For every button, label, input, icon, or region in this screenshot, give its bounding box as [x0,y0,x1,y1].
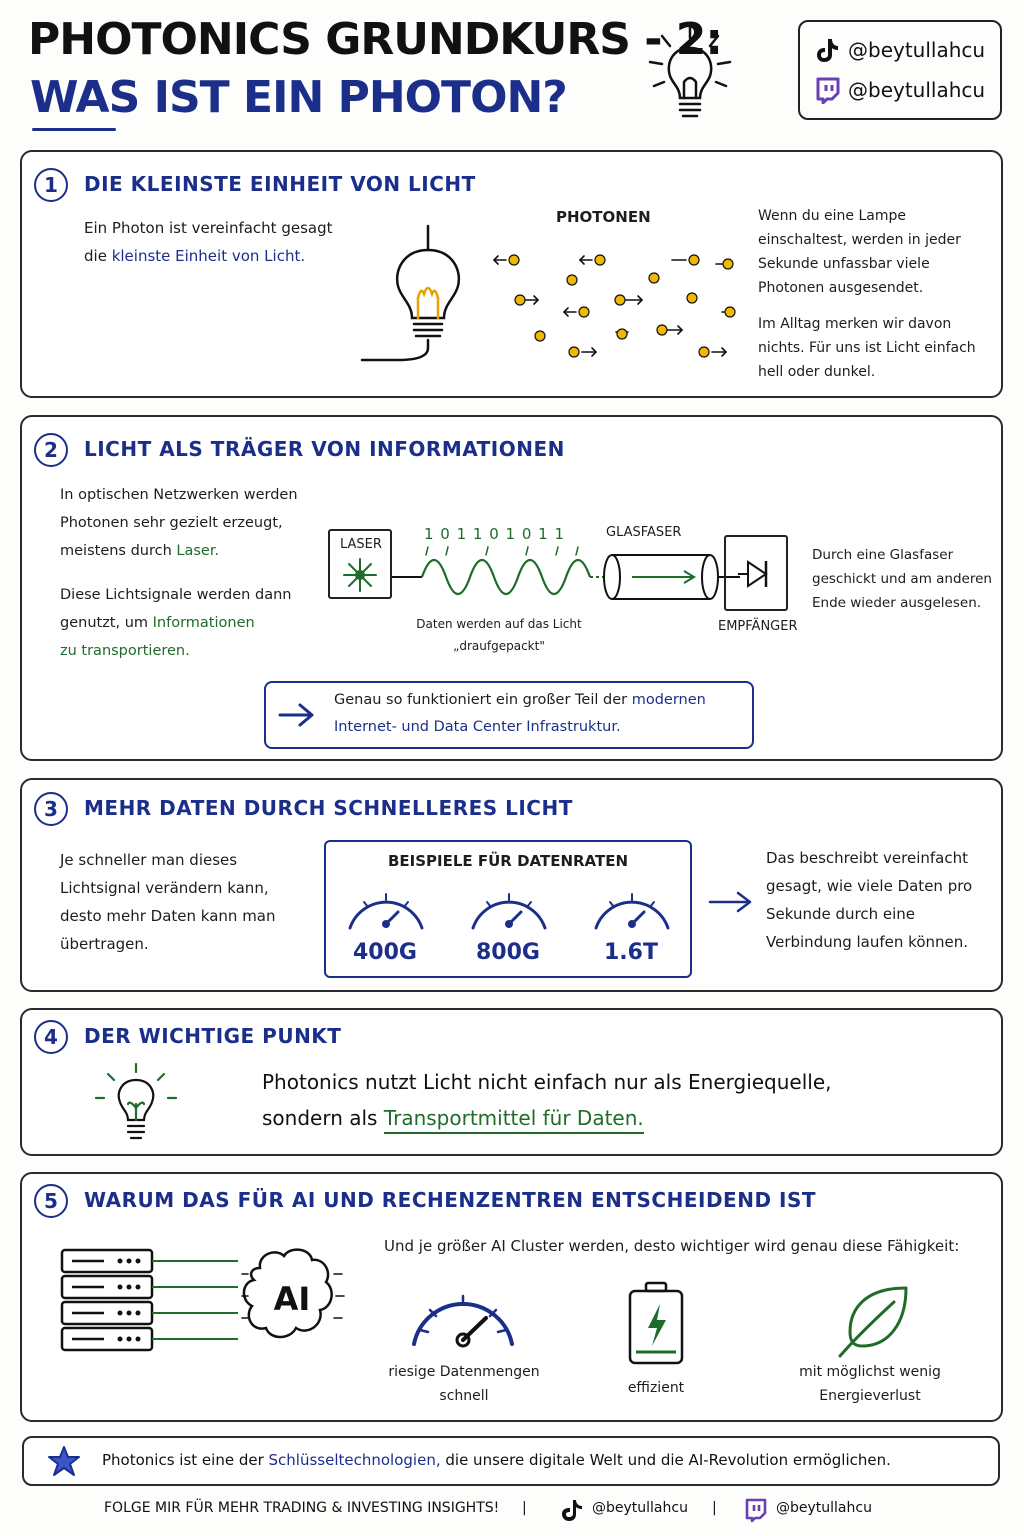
lightbulb-icon [640,20,740,130]
s1-left-text [84,214,384,270]
s2-para2-line2 [60,609,330,637]
s1-right-text: Wenn du eine Lampe einschaltest, werden in jeder Sekunde unfassbar viele Photonen ausgesendet. [758,208,961,296]
section-1 [20,150,1003,398]
gauge-value-1: 400G [353,940,417,965]
section-2 [20,415,1003,761]
s4-line1: Photonics nutzt Licht nicht einfach nur als Energiequelle, [262,1070,832,1094]
section-4 [20,1008,1003,1156]
section-3-title: MEHR DATEN DURCH SCHNELLERES LICHT [84,796,573,820]
photonen-label: PHOTONEN [556,208,651,226]
s2-info-highlight1: Informationen [152,615,255,631]
summary-text-start: Photonics ist eine der [102,1451,264,1469]
item1-line2: schnell [439,1388,489,1404]
s4-highlight: Transportmittel für Daten. [384,1106,644,1134]
empfaenger-label: EMPFÄNGER [718,619,798,634]
s3-left-text: Je schneller man dieses Lichtsignal verändern kann, desto mehr Daten kann man übertragen. [60,851,276,953]
leaf-icon [836,1284,916,1358]
social-tiktok-handle: @beytullahcu [848,38,986,62]
s2-info-highlight-b: Internet- und Data Center Infrastruktur. [334,719,621,735]
s1-left-line2 [84,242,384,270]
gauge-value-3: 1.6T [604,940,658,965]
page-title-line2: WAS IST EIN PHOTON? [30,72,567,123]
social-twitch-handle: @beytullahcu [848,78,986,102]
summary-text [102,1451,891,1469]
caption-line2: „draufgepackt" [453,639,545,653]
social-box [798,20,1002,120]
s2-right-text: Durch eine Glasfaser geschickt und am anderen Ende wieder ausgelesen. [812,547,992,611]
laser-label: LASER [340,537,382,552]
footer-twitch-handle[interactable]: @beytullahcu [776,1500,872,1516]
section-5-number: 5 [34,1184,68,1218]
title-underline [32,128,116,131]
gauge-icons [344,880,674,936]
footer-separator-1: | [522,1500,527,1516]
battery-icon [626,1280,686,1366]
section-2-number: 2 [34,433,68,467]
section-3-number: 3 [34,792,68,826]
item3-line1: mit möglichst wenig [799,1364,941,1380]
s4-line2 [262,1100,644,1136]
gauge-value-2: 800G [476,940,540,965]
s2-info-line1 [334,687,744,714]
footer-tiktok-handle[interactable]: @beytullahcu [592,1500,688,1516]
s2-para1-line1: In optischen Netzwerken werden [60,487,298,503]
item2-label: effizient [627,1380,685,1396]
footer-separator-2: | [712,1500,717,1516]
s1-left-line1: Ein Photon ist vereinfacht gesagt [84,219,333,237]
arrow-right-icon [278,701,316,729]
social-twitch[interactable] [814,76,985,104]
tiktok-icon [814,36,840,64]
section-3 [20,778,1003,992]
section-5 [20,1172,1003,1422]
page-title-line1: PHOTONICS GRUNDKURS - 2: [28,14,723,65]
speed-gauge-icon [406,1282,520,1352]
section-2-title: LICHT ALS TRÄGER VON INFORMATIONEN [84,437,565,461]
s2-para1-line2: Photonen sehr gezielt erzeugt, [60,515,283,531]
s1-left-highlight: kleinste Einheit von Licht. [111,247,306,265]
section-4-title: DER WICHTIGE PUNKT [84,1024,342,1048]
s2-para2 [60,581,330,665]
star-icon [46,1444,82,1480]
summary-highlight: Schlüsseltechnologien, [268,1451,441,1469]
s5-lead: Und je größer AI Cluster werden, desto wichtiger wird genau diese Fähigkeit: [384,1237,960,1255]
s2-para2-line2-start: genutzt, um [60,615,149,631]
section-5-title: WARUM DAS FÜR AI UND RECHENZENTREN ENTSCHEIDEND IST [84,1188,816,1212]
s2-para2-line1: Diese Lichtsignale werden dann [60,587,292,603]
bits-label: 1 0 1 1 0 1 0 1 1 [424,525,566,543]
glasfaser-label: GLASFASER [606,525,682,540]
s1-left-line2-start: die [84,247,107,265]
lamp-icon [358,220,478,370]
signal-wave [392,537,742,607]
caption-line1: Daten werden auf das Licht [416,617,582,631]
footer-tiktok-icon [560,1498,584,1524]
s2-info-line1-start: Genau so funktioniert ein großer Teil der [334,692,628,708]
s2-info-highlight2: zu transportieren. [60,643,190,659]
social-tiktok[interactable] [814,36,985,64]
arrow-right-icon [708,888,754,916]
s2-para1-line3-start: meistens durch [60,543,172,559]
item3-line2: Energieverlust [819,1388,921,1404]
section-4-number: 4 [34,1020,68,1054]
twitch-icon [814,76,840,104]
datarate-title: BEISPIELE FÜR DATENRATEN [387,852,629,870]
section-1-number: 1 [34,168,68,202]
s3-right-text: Das beschreibt vereinfacht gesagt, wie viele Daten pro Sekunde durch eine Verbindung laufen können. [766,849,973,951]
s1-right-highlight: Im Alltag merken wir davon nichts. Für uns ist Licht einfach hell oder dunkel. [758,316,976,380]
photodiode-icon [738,557,778,591]
photon-dots [486,242,746,372]
footer-cta: FOLGE MIR FÜR MEHR TRADING & INVESTING INSIGHTS! [104,1500,500,1516]
s2-para1 [60,481,330,565]
idea-bulb-icon [94,1062,178,1152]
s2-para1-line3 [60,537,330,565]
s2-info-highlight-a: modernen [631,692,706,708]
s2-info-text [334,687,744,741]
item1-line1: riesige Datenmengen [388,1364,540,1380]
s4-line2-start: sondern als [262,1106,378,1130]
footer-twitch-icon [744,1498,768,1524]
section-1-title: DIE KLEINSTE EINHEIT VON LICHT [84,172,476,196]
ai-label: AI [273,1280,311,1318]
s2-laser-highlight: Laser. [176,543,220,559]
summary-text-end: die unsere digitale Welt und die AI-Revolution ermöglichen. [445,1451,891,1469]
laser-star-icon [342,557,378,593]
